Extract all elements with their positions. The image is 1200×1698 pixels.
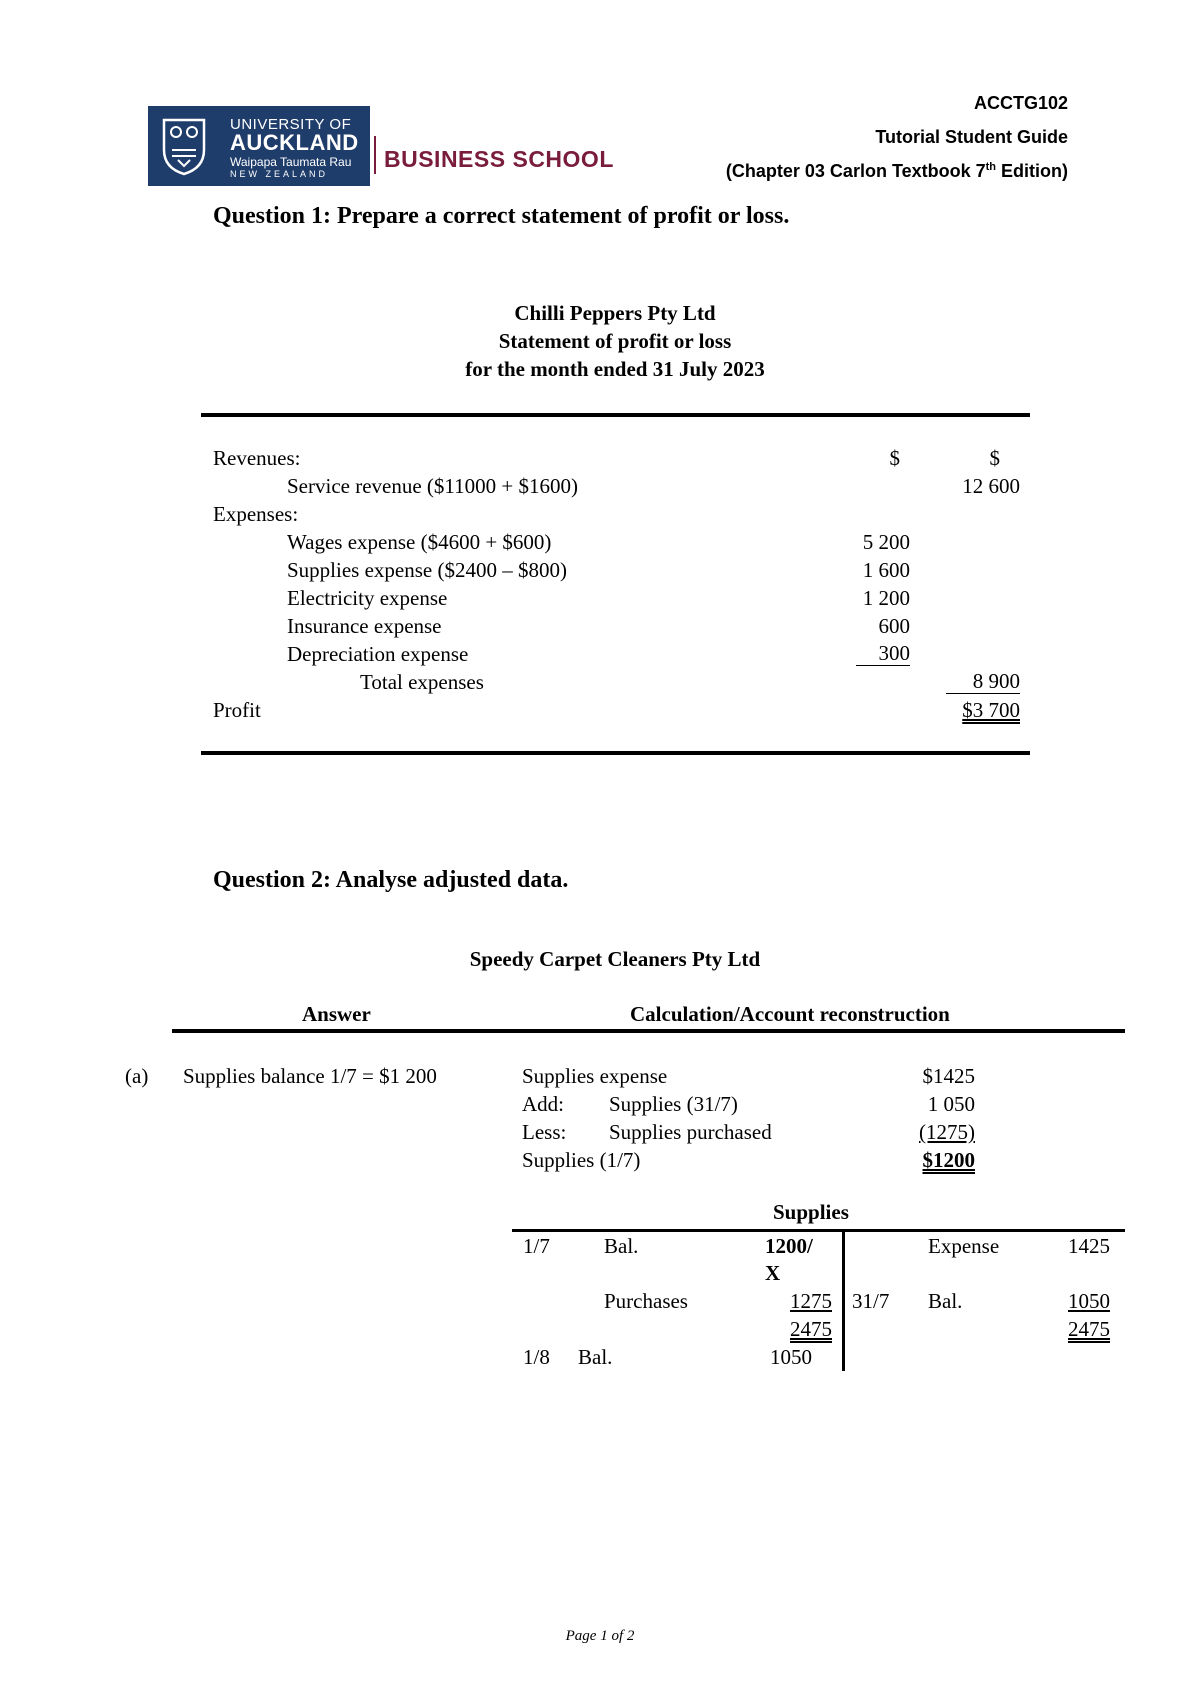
logo-line-2: AUCKLAND	[230, 130, 359, 155]
page-number: Page 1 of 2	[565, 1628, 635, 1644]
part-label: (a)	[125, 1064, 149, 1088]
statement-period: for the month ended 31 July 2023	[465, 357, 765, 381]
calc-line-amount: $1200	[922, 1148, 975, 1172]
chapter-pre: (Chapter 03 Carlon Textbook 7	[725, 161, 986, 181]
expense-label: Insurance expense	[287, 614, 442, 638]
calc-line-label: Supplies (31/7)	[609, 1092, 738, 1116]
question-1-title: Question 1: Prepare a correct statement of profit or loss.	[213, 203, 790, 229]
t-right-desc: Expense	[928, 1234, 1000, 1258]
t-left-desc: Bal.	[578, 1345, 613, 1369]
t-left-mark: X	[765, 1261, 781, 1285]
answer-text: Supplies balance 1/7 = $1 200	[183, 1064, 437, 1088]
expense-amount: 1 600	[862, 558, 910, 582]
t-left-desc: Purchases	[604, 1289, 688, 1313]
calc-line-amount: (1275)	[919, 1120, 975, 1144]
statement-top-rule	[201, 413, 1030, 417]
t-right-amount: 1425	[1068, 1234, 1110, 1258]
total-expenses-label: Total expenses	[360, 670, 484, 694]
calc-line-label: Supplies purchased	[609, 1120, 772, 1144]
t-left-date: 1/8	[523, 1345, 550, 1369]
profit-label: Profit	[213, 698, 261, 722]
expense-amount: 1 200	[862, 586, 910, 610]
t-right-date: 31/7	[852, 1289, 890, 1313]
statement-bottom-rule	[201, 751, 1030, 755]
business-school-label: BUSINESS SCHOOL	[384, 146, 614, 172]
question-2-title: Question 2: Analyse adjusted data.	[213, 867, 569, 893]
total-expenses-amount: 8 900	[946, 669, 1020, 694]
expense-label: Depreciation expense	[287, 642, 469, 666]
expense-label: Electricity expense	[287, 586, 448, 610]
t-left-amount: 1200/	[765, 1234, 813, 1258]
column-1-header: $	[889, 446, 900, 470]
expense-label: Supplies expense ($2400 – $800)	[287, 558, 567, 582]
column-2-header: $	[989, 446, 1000, 470]
calc-line-amount: $1425	[922, 1064, 975, 1088]
t-right-desc: Bal.	[928, 1289, 963, 1313]
expenses-label: Expenses:	[213, 502, 299, 526]
chapter-reference	[726, 161, 1068, 182]
expense-amount: 5 200	[862, 530, 910, 554]
t-account-title: Supplies	[773, 1200, 849, 1224]
calc-line-label: Supplies expense	[522, 1064, 668, 1088]
statement-title: Statement of profit or loss	[498, 329, 732, 353]
t-left-total: 2475	[790, 1317, 832, 1341]
logo-line-4: NEW ZEALAND	[230, 169, 329, 179]
expense-amount: 600	[878, 614, 910, 638]
calc-line-prefix: Add:	[522, 1092, 564, 1116]
service-revenue-amount: 12 600	[962, 474, 1020, 498]
calc-line-label: Supplies (1/7)	[522, 1148, 641, 1172]
t-account-vertical-rule	[842, 1231, 845, 1371]
logo-line-1: UNIVERSITY OF	[230, 116, 352, 133]
expense-amount: 300	[856, 641, 910, 666]
t-right-amount: 1050	[1068, 1289, 1110, 1313]
expense-label: Wages expense ($4600 + $600)	[287, 530, 552, 554]
t-left-amount: 1275	[790, 1289, 832, 1313]
guide-title: Tutorial Student Guide	[875, 127, 1068, 147]
course-code: ACCTG102	[973, 93, 1068, 113]
chapter-sup: th	[985, 161, 997, 173]
t-account-horizontal-rule	[512, 1229, 1125, 1232]
calculation-column-header: Calculation/Account reconstruction	[630, 1002, 950, 1026]
company-name: Speedy Carpet Cleaners Pty Ltd	[469, 947, 761, 971]
logo-divider	[374, 136, 376, 174]
service-revenue-label: Service revenue ($11000 + $1600)	[287, 474, 578, 498]
t-left-desc: Bal.	[604, 1234, 639, 1258]
crest-icon	[160, 116, 208, 176]
q2-header-rule	[172, 1029, 1125, 1033]
answer-column-header: Answer	[302, 1002, 371, 1026]
company-name: Chilli Peppers Pty Ltd	[514, 301, 716, 325]
t-right-total: 2475	[1068, 1317, 1110, 1341]
calc-line-amount: 1 050	[927, 1092, 975, 1116]
university-logo	[148, 106, 370, 186]
t-left-date: 1/7	[523, 1234, 550, 1258]
chapter-post: Edition)	[996, 161, 1068, 181]
logo-line-3: Waipapa Taumata Rau	[230, 155, 352, 169]
profit-amount: $3 700	[962, 698, 1020, 722]
calc-line-prefix: Less:	[522, 1120, 567, 1144]
t-left-amount: 1050	[770, 1345, 812, 1369]
revenues-label: Revenues:	[213, 446, 301, 470]
